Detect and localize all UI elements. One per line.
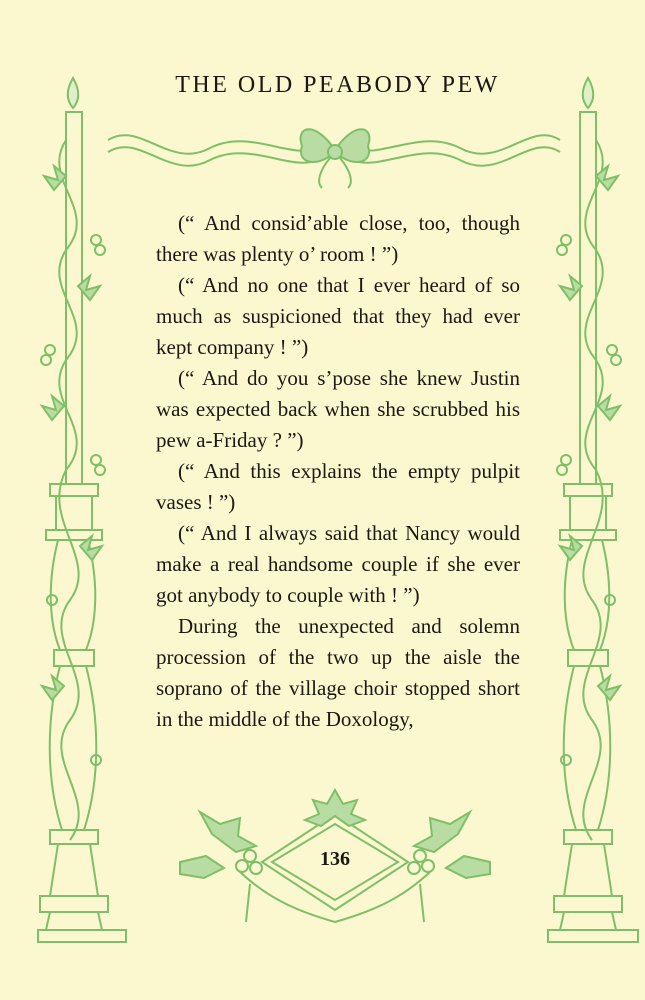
top-ribbon-bow-ornament bbox=[108, 129, 560, 188]
paragraph: (“ And this explains the empty pulpit vases ! ”) bbox=[156, 459, 520, 514]
body-text bbox=[156, 208, 520, 735]
paragraph: (“ And no one that I ever heard of so much as suspicioned that they had ever kept company ! ”) bbox=[156, 273, 520, 359]
paragraph: (“ And consid’able close, too, though there was plenty o’ room ! ”) bbox=[156, 211, 520, 266]
page-number: 136 bbox=[320, 848, 350, 870]
paragraph: (“ And do you s’pose she knew Justin was expected back when she scrubbed his pew a-Friday ? ”) bbox=[156, 366, 520, 452]
left-candle-ornament bbox=[38, 78, 126, 942]
paragraph: During the unexpected and solemn procession of the two up the aisle the soprano of the village choir stopped short in the middle of the Doxology, bbox=[156, 614, 520, 731]
paragraph: (“ And I always said that Nancy would make a real handsome couple if she ever got anybody to couple with ! ”) bbox=[156, 521, 520, 607]
right-candle-ornament bbox=[548, 78, 638, 942]
running-head: THE OLD PEABODY PEW bbox=[175, 72, 500, 98]
